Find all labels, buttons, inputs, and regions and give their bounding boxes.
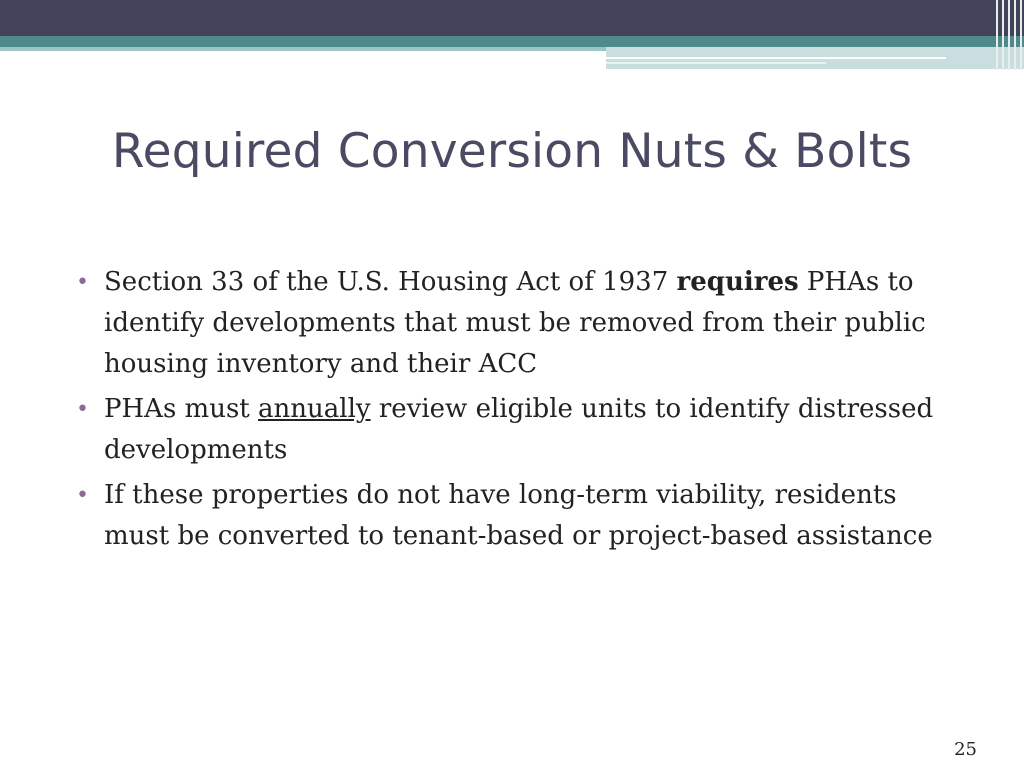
bullet-emphasis: requires <box>676 267 799 297</box>
bullet-emphasis: annually <box>258 394 371 424</box>
bullet-text: review eligible units to identify distressed developments <box>104 394 934 465</box>
bullet-marker-icon: • <box>76 483 89 508</box>
header-band-light <box>0 47 606 51</box>
bullet-text: PHAs must <box>104 394 259 424</box>
bullet-item <box>76 262 956 385</box>
bullet-text: PHAs to identify developments that must be removed from their public housing inventory and their ACC <box>104 267 926 379</box>
header-band-teal <box>0 36 1024 47</box>
bullet-item <box>76 389 956 471</box>
page-number: 25 <box>954 739 977 760</box>
bullet-item <box>76 475 956 557</box>
bullet-marker-icon: • <box>76 270 89 295</box>
bullet-text: If these properties do not have long-term viability, residents must be converted to tenant-based or project-based assistance <box>104 480 933 551</box>
corner-stripes <box>990 0 1024 70</box>
bullet-marker-icon: • <box>76 397 89 422</box>
header-band-line <box>606 57 946 59</box>
slide-title: Required Conversion Nuts & Bolts <box>111 124 913 179</box>
header-band-dark <box>0 0 1024 36</box>
bullet-text: Section 33 of the U.S. Housing Act of 1937 <box>104 267 677 297</box>
bullet-list <box>76 262 956 561</box>
header-band-line <box>606 62 826 64</box>
